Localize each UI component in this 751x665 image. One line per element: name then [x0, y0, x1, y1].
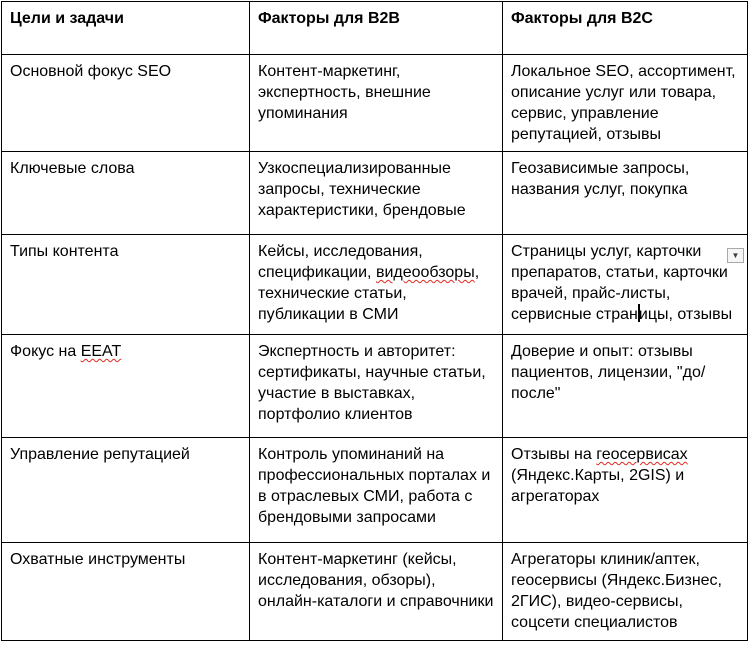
table-dropdown-button[interactable] [727, 248, 744, 263]
header-cell-b2c[interactable]: Факторы для B2C [503, 2, 748, 55]
header-row [2, 2, 748, 55]
table-cell[interactable] [503, 55, 748, 152]
table-row [2, 235, 748, 335]
table-row [2, 152, 748, 235]
text-run: Контент-маркетинг, экспертность, внешние упоминания [258, 63, 431, 122]
table-cell[interactable] [2, 543, 250, 641]
text-run: Управление репутацией [10, 446, 190, 463]
table-cell[interactable] [250, 438, 503, 543]
table-cell[interactable] [250, 335, 503, 438]
misspelled-word: EEAT [80, 343, 122, 360]
table-cell[interactable] [2, 235, 250, 335]
header-cell-b2b[interactable]: Факторы для B2B [250, 2, 503, 55]
table-cell[interactable] [503, 335, 748, 438]
table-row [2, 335, 748, 438]
table-cell[interactable] [250, 235, 503, 335]
text-run: Доверие и опыт: отзывы пациентов, лицензии, "до/после" [511, 343, 706, 402]
table-cell[interactable] [250, 543, 503, 641]
misspelled-word: видеообзоры [375, 264, 475, 281]
table-row [2, 438, 748, 543]
text-run: ицы, отзывы [638, 306, 733, 323]
text-run: Охватные инструменты [10, 551, 186, 568]
chevron-down-icon: ▼ [731, 250, 740, 260]
text-run: Типы контента [10, 243, 119, 260]
text-run: , технические статьи, публикации в СМИ [258, 264, 480, 323]
text-run: Кейсы, исследования, спецификации, [258, 243, 423, 281]
comparison-table [1, 1, 748, 641]
text-run: Геозависимые запросы, названия услуг, покупка [511, 160, 690, 198]
table-row [2, 543, 748, 641]
text-run: Узкоспециализированные запросы, технические характеристики, брендовые [258, 160, 466, 219]
text-run: Основной фокус SEO [10, 63, 172, 80]
text-run: Локальное SEO, ассортимент, описание услуг или товара, сервис, управление репутацией, отзывы [511, 63, 736, 143]
table-cell[interactable] [250, 152, 503, 235]
table-cell[interactable] [2, 438, 250, 543]
text-run: Фокус на [10, 343, 81, 360]
text-run: Ключевые слова [10, 160, 135, 177]
text-run: Страницы услуг, карточки препаратов, статьи, карточки врачей, прайс-листы, сервисные стран [511, 243, 728, 323]
text-run: (Яндекс.Карты, 2GIS) и агрегаторах [511, 467, 685, 505]
table-cell[interactable] [2, 55, 250, 152]
text-run: Экспертность и авторитет: сертификаты, научные статьи, участие в выставках, портфолио клиентов [258, 343, 486, 423]
table-cell[interactable] [503, 152, 748, 235]
table-cell[interactable] [250, 55, 503, 152]
text-run: Отзывы на [511, 446, 597, 463]
text-run: Агрегаторы клиник/аптек, геосервисы (Яндекс.Бизнес, 2ГИС), видео-сервисы, соцсети специалистов [511, 551, 722, 631]
table-cell[interactable] [503, 235, 748, 335]
text-run: Контроль упоминаний на профессиональных порталах и в отраслевых СМИ, работа с брендовыми запросами [258, 446, 491, 526]
table-cell[interactable] [503, 438, 748, 543]
table-row [2, 55, 748, 152]
table-cell[interactable] [503, 543, 748, 641]
misspelled-word: геосервисах [596, 446, 688, 463]
table-cell[interactable] [2, 152, 250, 235]
text-run: Контент-маркетинг (кейсы, исследования, обзоры), онлайн-каталоги и справочники [258, 551, 494, 610]
header-cell-goals[interactable]: Цели и задачи [2, 2, 250, 55]
table-cell[interactable] [2, 335, 250, 438]
